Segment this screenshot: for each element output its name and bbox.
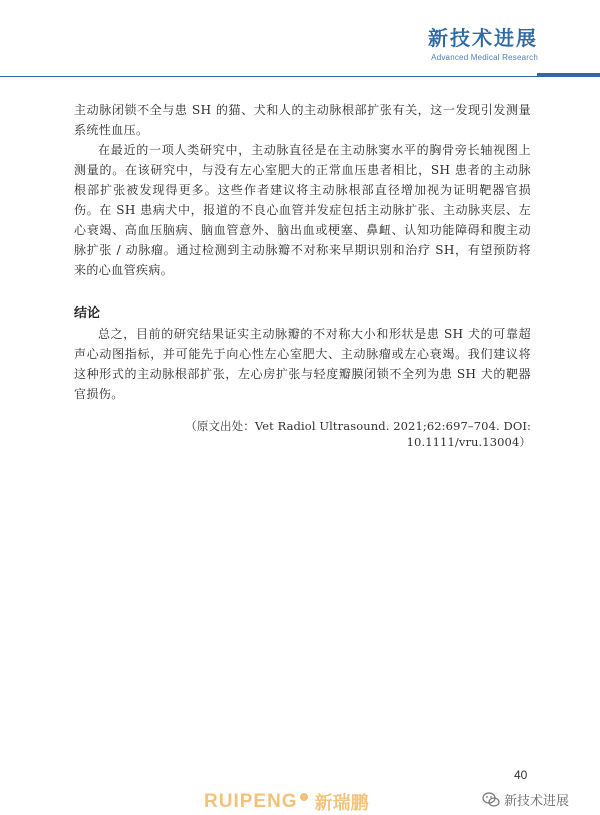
journal-subtitle: Advanced Medical Research	[431, 53, 538, 62]
source-citation: （原文出处：Vet Radiol Ultrasound. 2021;62:697–704. DOI: 10.1111/vru.13004）	[185, 419, 531, 449]
wechat-icon	[482, 792, 500, 808]
ruipeng-logo	[204, 790, 369, 814]
article-body	[74, 100, 531, 450]
page-number: 40	[514, 768, 528, 782]
paragraph-conclusion: 总之，目前的研究结果证实主动脉瓣的不对称大小和形状是患 SH 犬的可靠超声心动图指标，并可能先于向心性左心室肥大、主动脉瘤或左心衰竭。我们建议将这种形式的主动脉根部扩张，左心房扩张与轻度瓣膜闭锁不全列为患 SH 犬的靶器官损伤。	[74, 327, 531, 401]
paragraph-human-study: 在最近的一项人类研究中，主动脉直径是在主动脉窦水平的胸骨旁长轴视图上测量的。在该研究中，与没有左心室肥大的正常血压患者相比，SH 患者的主动脉根部扩张被发现得更多。这些作者建议将主动脉根部直径增加视为证明靶器官损伤。在 SH 患病犬中，报道的不良心血管并发症包括主动脉扩张、主动脉夹层、左心衰竭、高血压脑病、脑血管意外、脑出血或梗塞、鼻衄、认知功能障碍和腹主动脉扩张 / 动脉瘤。通过检测到主动脉瓣不对称来早期识别和治疗 SH，有望预防将来的心血管疾病。	[74, 143, 531, 277]
logo-chinese-text: 新瑞鹏	[314, 793, 369, 813]
journal-title: 新技术进展	[428, 26, 538, 50]
page-header	[428, 26, 538, 62]
paragraph-continuation: 主动脉闭锁不全与患 SH 的猫、犬和人的主动脉根部扩张有关，这一发现引发测量系统性血压。	[74, 103, 531, 137]
logo-latin-text: RUIPENG	[204, 791, 298, 812]
wechat-account-label: 新技术进展	[504, 794, 570, 809]
wechat-watermark	[482, 790, 569, 809]
section-heading-conclusion: 结论	[74, 306, 101, 321]
header-rule	[0, 76, 537, 77]
header-accent-bar	[537, 73, 600, 77]
logo-dot-icon	[300, 793, 308, 801]
